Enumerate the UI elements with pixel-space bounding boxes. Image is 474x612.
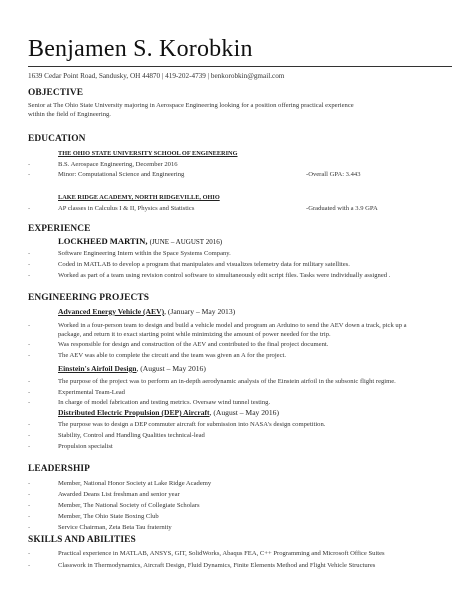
bullet-marker: - [28,480,31,487]
bullet-marker: - [28,550,31,557]
skills-heading: SKILLS AND ABILITIES [28,535,136,545]
bullet-marker: - [28,250,31,257]
leadership-item: Service Chairman, Zeta Beta Tau fraternity [58,524,172,531]
leadership-item: Member, The National Society of Collegiate Scholars [58,502,200,509]
project-title-line [58,364,206,373]
bullet-marker: - [28,261,31,268]
bullet-marker: - [28,562,31,569]
experience-item: Worked as part of a team using revision control software to simultaneously edit script files. Tasks were individually assigned . [58,272,391,279]
leadership-heading: LEADERSHIP [28,464,90,474]
project-item: The purpose was to design a DEP commuter aircraft for submission into NASA's design competition. [58,421,326,428]
bullet-marker: - [28,432,31,439]
projects-heading: ENGINEERING PROJECTS [28,293,150,303]
job-title-line [58,236,222,246]
project-dates: , (January – May 2013) [164,307,236,316]
project-dates: , (August – May 2016) [136,364,206,373]
bullet-marker: - [28,389,31,396]
objective-heading: OBJECTIVE [28,88,84,98]
bullet-marker: - [28,378,31,385]
project-dates: , (August – May 2016) [209,408,279,417]
project-item: The AEV was able to complete the circuit and the team was given an A for the project. [58,352,287,359]
project-title: Distributed Electric Propulsion (DEP) Aircraft [58,408,210,417]
company-name: LOCKHEED MARTIN, [58,236,148,246]
job-dates: (JUNE – AUGUST 2016) [149,238,223,246]
bullet-marker: - [28,322,31,329]
education-item: AP classes in Calculus I & II, Physics and Statistics [58,205,195,212]
bullet-marker: - [28,443,31,450]
objective-text-line-2: within the field of Engineering. [28,111,111,118]
project-item: Was responsible for design and construction of the AEV and contributed to the final project document. [58,341,329,348]
school-name-lra: LAKE RIDGE ACADEMY, NORTH RIDGEVILLE, OHIO [58,194,220,201]
leadership-item: Member, National Honor Society at Lake Ridge Academy [58,480,212,487]
project-title-line [58,307,235,316]
experience-heading: EXPERIENCE [28,224,91,234]
project-title-line [58,408,279,417]
bullet-marker: - [28,399,31,406]
project-item: Worked in a four-person team to design and build a vehicle model and program an Arduino to send the AEV down a track, pick up a [58,322,407,329]
project-item-continued: package, and return it to exact starting point while minimizing the amount of power needed for the trip. [58,331,331,338]
education-item: Minor: Computational Science and Engineering [58,171,185,178]
project-item: In charge of model fabrication and testing metrics. Oversaw wind tunnel testing. [58,399,271,406]
bullet-marker: - [28,421,31,428]
education-gpa: -Graduated with a 3.9 GPA [306,205,378,212]
resume-name: Benjamen S. Korobkin [28,36,253,62]
bullet-marker: - [28,171,31,178]
objective-text-line-1: Senior at The Ohio State University majoring in Aerospace Engineering looking for a position offering practical experience [28,102,354,109]
skills-item: Classwork in Thermodynamics, Aircraft Design, Fluid Dynamics, Finite Elements Method and Flight Vehicle Structures [58,562,376,569]
contact-info: 1639 Cedar Point Road, Sandusky, OH 44870 | 419-202-4739 | benkorobkin@gmail.com [28,72,285,80]
bullet-marker: - [28,524,31,531]
bullet-marker: - [28,161,31,168]
leadership-item: Awarded Deans List freshman and senior year [58,491,180,498]
bullet-marker: - [28,513,31,520]
bullet-marker: - [28,272,31,279]
resume-page [28,0,452,612]
skills-item: Practical experience in MATLAB, ANSYS, GIT, SolidWorks, Abaqus FEA, C++ Programming and Microsoft Office Suites [58,550,385,557]
bullet-marker: - [28,502,31,509]
project-item: Propulsion specialist [58,443,113,450]
project-title: Advanced Energy Vehicle (AEV) [58,307,165,316]
leadership-item: Member, The Ohio State Boxing Club [58,513,159,520]
school-name-osu: THE OHIO STATE UNIVERSITY SCHOOL OF ENGINEERING [58,150,238,157]
bullet-marker: - [28,205,31,212]
education-item: B.S. Aerospace Engineering, December 2016 [58,161,178,168]
project-item: The purpose of the project was to perform an in-depth aerodynamic analysis of the Einstein airfoil in the subsonic flight regime. [58,378,396,385]
education-gpa: -Overall GPA: 3.443 [306,171,361,178]
project-item: Experimental Team-Lead [58,389,125,396]
experience-item: Coded in MATLAB to develop a program that manipulates and visualizes telemetry data for military satellites. [58,261,350,268]
education-heading: EDUCATION [28,134,86,144]
bullet-marker: - [28,341,31,348]
experience-item: Software Engineering Intern within the Space Systems Company. [58,250,231,257]
project-title: Einstein's Airfoil Design [58,364,137,373]
bullet-marker: - [28,491,31,498]
bullet-marker: - [28,352,31,359]
header-divider [28,66,452,67]
project-item: Stability, Control and Handling Qualities technical-lead [58,432,205,439]
